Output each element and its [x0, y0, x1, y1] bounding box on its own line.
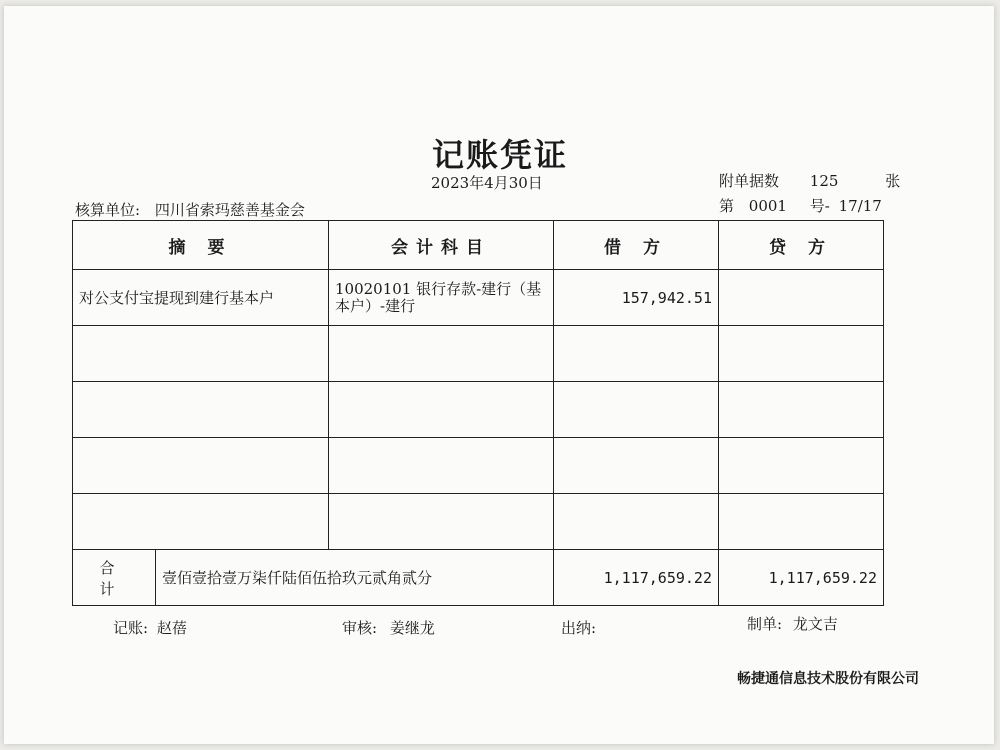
accounting-unit — [75, 199, 305, 220]
preparer-signature — [747, 613, 838, 634]
voucher-prefix: 第 — [719, 197, 735, 215]
table-header-row — [73, 221, 884, 270]
voucher-mid: 号- — [809, 197, 830, 215]
total-credit: 1,117,659.22 — [719, 550, 884, 606]
row-summary — [73, 326, 329, 382]
total-row — [73, 550, 884, 606]
row-debit — [554, 382, 719, 438]
row-debit — [554, 438, 719, 494]
voucher-number — [719, 195, 882, 216]
cashier-label: 出纳: — [561, 619, 597, 637]
voucher-table — [72, 220, 884, 606]
row-credit — [719, 270, 884, 326]
document-title: 记账凭证 — [431, 136, 568, 174]
bookkeeper-name: 赵蓓 — [156, 619, 187, 637]
row-summary — [73, 494, 329, 550]
bookkeeper-signature — [113, 617, 187, 638]
voucher-date: 2023年4月30日 — [431, 174, 543, 192]
reviewer-label: 审核: — [342, 619, 378, 637]
row-account — [329, 494, 554, 550]
row-account — [329, 326, 554, 382]
row-account — [329, 438, 554, 494]
software-company: 畅捷通信息技术股份有限公司 — [737, 671, 919, 687]
header-debit: 借 方 — [554, 221, 719, 270]
attachments-info — [719, 170, 900, 191]
row-debit — [554, 494, 719, 550]
header-credit: 贷 方 — [719, 221, 884, 270]
header-account: 会计科目 — [329, 221, 554, 270]
preparer-label: 制单: — [747, 615, 783, 633]
total-in-words: 壹佰壹拾壹万柒仟陆佰伍拾玖元贰角贰分 — [156, 550, 554, 606]
attachments-unit: 张 — [885, 172, 901, 190]
row-summary — [73, 382, 329, 438]
row-summary — [73, 438, 329, 494]
bookkeeper-label: 记账: — [113, 619, 149, 637]
table-row — [73, 438, 884, 494]
total-debit: 1,117,659.22 — [554, 550, 719, 606]
row-account — [329, 382, 554, 438]
voucher-page: 17/17 — [838, 197, 882, 215]
reviewer-signature — [342, 617, 435, 638]
row-debit — [554, 326, 719, 382]
voucher-number-value: 0001 — [748, 197, 787, 215]
total-label: 合 计 — [73, 550, 156, 606]
table-row — [73, 270, 884, 326]
row-credit — [719, 438, 884, 494]
attachments-label: 附单据数 — [719, 172, 780, 190]
table-row — [73, 382, 884, 438]
row-credit — [719, 494, 884, 550]
attachments-count: 125 — [809, 172, 839, 190]
row-debit: 157,942.51 — [554, 270, 719, 326]
row-account: 10020101 银行存款-建行（基本户）-建行 — [329, 270, 554, 326]
table-row — [73, 326, 884, 382]
row-summary: 对公支付宝提现到建行基本户 — [73, 270, 329, 326]
row-credit — [719, 326, 884, 382]
accounting-unit-value: 四川省索玛慈善基金会 — [154, 201, 305, 219]
table-row — [73, 494, 884, 550]
accounting-unit-label: 核算单位: — [75, 201, 141, 219]
row-credit — [719, 382, 884, 438]
header-summary: 摘 要 — [73, 221, 329, 270]
cashier-signature — [561, 617, 596, 638]
reviewer-name: 姜继龙 — [389, 619, 435, 637]
preparer-name: 龙文吉 — [792, 615, 838, 633]
